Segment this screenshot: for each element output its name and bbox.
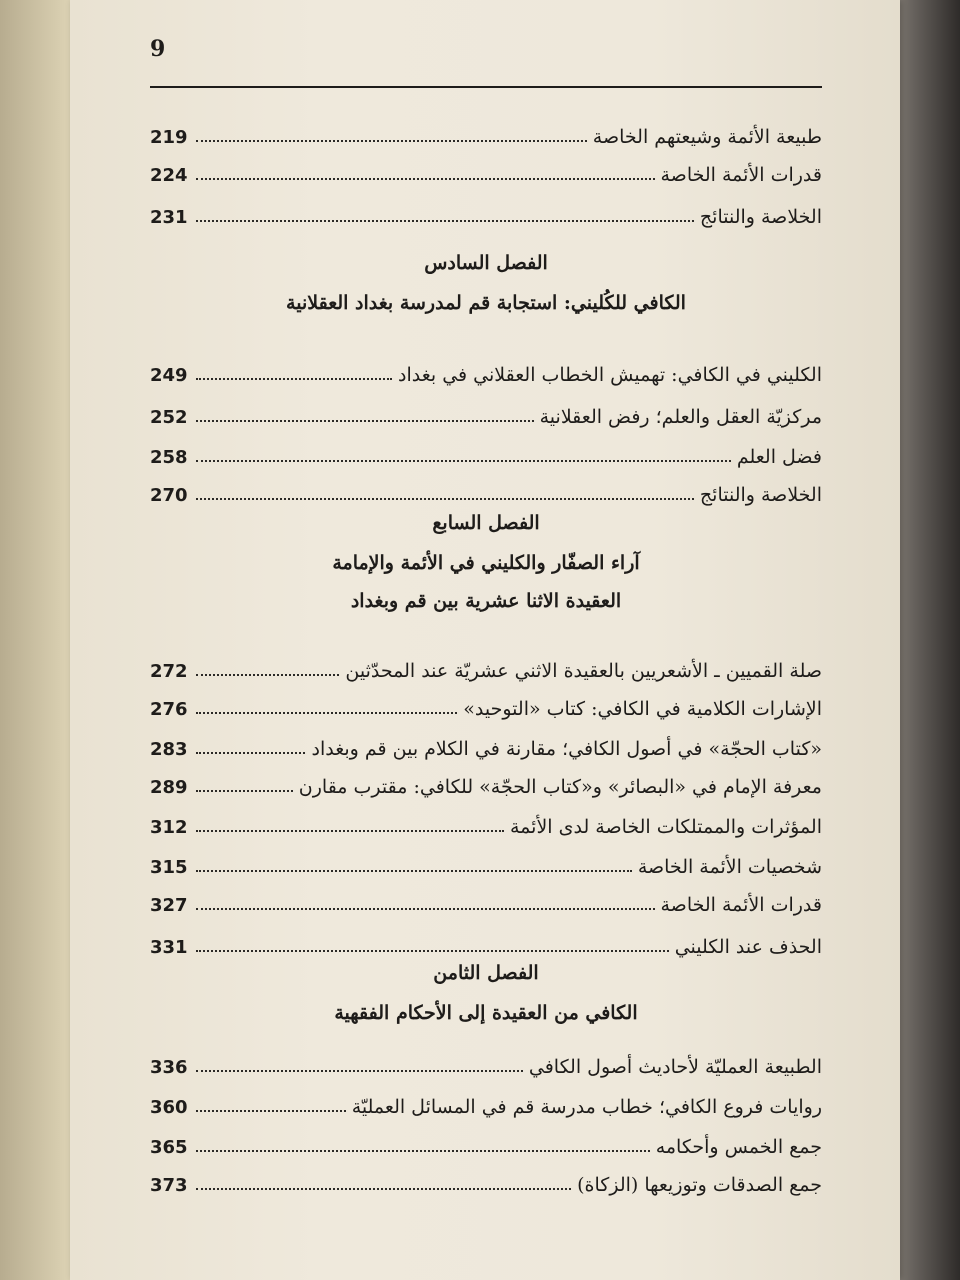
toc-entry bbox=[150, 1042, 822, 1078]
toc-entry bbox=[150, 684, 822, 720]
toc-entry bbox=[150, 432, 822, 468]
dot-leader bbox=[196, 220, 694, 222]
toc-entry-title: معرفة الإمام في «البصائر» و«كتاب الحجّة» للكافي: مقترب مقارن bbox=[298, 776, 822, 799]
dot-leader bbox=[196, 950, 669, 952]
toc-entry bbox=[150, 880, 822, 916]
dot-leader bbox=[196, 1070, 523, 1072]
page-number: 9 bbox=[150, 36, 166, 62]
toc-entry-page: 312 bbox=[150, 817, 188, 839]
chapter-heading: آراء الصفّار والكليني في الأئمة والإمامة bbox=[332, 552, 640, 574]
toc-entry-page: 231 bbox=[150, 207, 188, 229]
toc-entry bbox=[150, 192, 822, 228]
dot-leader bbox=[196, 870, 632, 872]
toc-entry-page: 272 bbox=[150, 661, 188, 683]
toc-entry-title: «كتاب الحجّة» في أصول الكافي؛ مقارنة في الكلام بين قم وبغداد bbox=[311, 738, 822, 761]
toc-entry-page: 252 bbox=[150, 407, 188, 429]
dot-leader bbox=[196, 420, 534, 422]
toc-entry bbox=[150, 762, 822, 798]
toc-entry-page: 336 bbox=[150, 1057, 188, 1079]
toc-entry bbox=[150, 1082, 822, 1118]
toc-entry-title: جمع الخمس وأحكامه bbox=[655, 1136, 822, 1159]
toc-entry bbox=[150, 150, 822, 186]
toc-entry-title: روايات فروع الكافي؛ خطاب مدرسة قم في المسائل العمليّة bbox=[351, 1096, 822, 1119]
toc-entry-title: فضل العلم bbox=[736, 446, 822, 469]
chapter-heading: الكافي للكُليني: استجابة قم لمدرسة بغداد العقلانية bbox=[286, 292, 686, 314]
dot-leader bbox=[196, 460, 731, 462]
toc-entry bbox=[150, 802, 822, 838]
dot-leader bbox=[196, 712, 457, 714]
chapter-heading: الفصل السابع bbox=[432, 512, 540, 534]
toc-entry-page: 270 bbox=[150, 485, 188, 507]
toc-entry bbox=[150, 1160, 822, 1196]
toc-entry-page: 365 bbox=[150, 1137, 188, 1159]
toc-entry-title: الإشارات الكلامية في الكافي: كتاب «التوحيد» bbox=[463, 698, 822, 721]
dot-leader bbox=[196, 178, 655, 180]
toc-entry bbox=[150, 470, 822, 506]
toc-entry-page: 283 bbox=[150, 739, 188, 761]
toc-entry-title: الكليني في الكافي: تهميش الخطاب العقلاني في بغداد bbox=[398, 364, 822, 387]
toc-entry-title: صلة القميين ـ الأشعريين بالعقيدة الاثني عشريّة عند المحدّثين bbox=[345, 660, 822, 683]
toc-entry bbox=[150, 842, 822, 878]
dot-leader bbox=[196, 378, 392, 380]
header-rule bbox=[150, 86, 822, 88]
chapter-heading: الفصل السادس bbox=[424, 252, 548, 274]
toc-entry-title: الطبيعة العمليّة لأحاديث أصول الكافي bbox=[528, 1056, 822, 1079]
toc-entry-page: 219 bbox=[150, 127, 188, 149]
toc-entry-page: 373 bbox=[150, 1175, 188, 1197]
dot-leader bbox=[196, 752, 305, 754]
toc-entry-page: 331 bbox=[150, 937, 188, 959]
toc-entry-title: الخلاصة والنتائج bbox=[699, 484, 822, 507]
dot-leader bbox=[196, 830, 504, 832]
toc-entry bbox=[150, 350, 822, 386]
toc-entry-page: 258 bbox=[150, 447, 188, 469]
toc-entry-page: 315 bbox=[150, 857, 188, 879]
dot-leader bbox=[196, 140, 587, 142]
chapter-heading: الكافي من العقيدة إلى الأحكام الفقهية bbox=[334, 1002, 638, 1024]
toc-entry-title: الحذف عند الكليني bbox=[674, 936, 822, 959]
chapter-heading: العقيدة الاثنا عشرية بين قم وبغداد bbox=[350, 590, 622, 612]
dot-leader bbox=[196, 1188, 571, 1190]
toc-entry-title: شخصيات الأئمة الخاصة bbox=[637, 856, 822, 879]
dot-leader bbox=[196, 908, 655, 910]
toc-entry-page: 249 bbox=[150, 365, 188, 387]
toc-entry bbox=[150, 1122, 822, 1158]
toc-entry-title: المؤثرات والممتلكات الخاصة لدى الأئمة bbox=[509, 816, 822, 839]
chapter-heading: الفصل الثامن bbox=[433, 962, 539, 984]
dot-leader bbox=[196, 498, 694, 500]
toc-entry bbox=[150, 392, 822, 428]
toc-entry-title: الخلاصة والنتائج bbox=[699, 206, 822, 229]
toc-entry-page: 289 bbox=[150, 777, 188, 799]
toc-entry-page: 327 bbox=[150, 895, 188, 917]
toc-entry bbox=[150, 646, 822, 682]
toc-entry-title: قدرات الأئمة الخاصة bbox=[660, 164, 822, 187]
toc-entry-title: جمع الصدقات وتوزيعها (الزكاة) bbox=[577, 1174, 822, 1197]
toc-entry-title: مركزيّة العقل والعلم؛ رفض العقلانية bbox=[539, 406, 822, 429]
toc-entry-page: 276 bbox=[150, 699, 188, 721]
toc-entry-title: طبيعة الأئمة وشيعتهم الخاصة bbox=[592, 126, 822, 149]
dot-leader bbox=[196, 790, 293, 792]
dot-leader bbox=[196, 1150, 650, 1152]
toc-entry-page: 224 bbox=[150, 165, 188, 187]
toc-entry bbox=[150, 922, 822, 958]
toc-entry-title: قدرات الأئمة الخاصة bbox=[660, 894, 822, 917]
dot-leader bbox=[196, 674, 339, 676]
toc-entry-page: 360 bbox=[150, 1097, 188, 1119]
toc-entry bbox=[150, 724, 822, 760]
dot-leader bbox=[196, 1110, 346, 1112]
toc-entry bbox=[150, 112, 822, 148]
